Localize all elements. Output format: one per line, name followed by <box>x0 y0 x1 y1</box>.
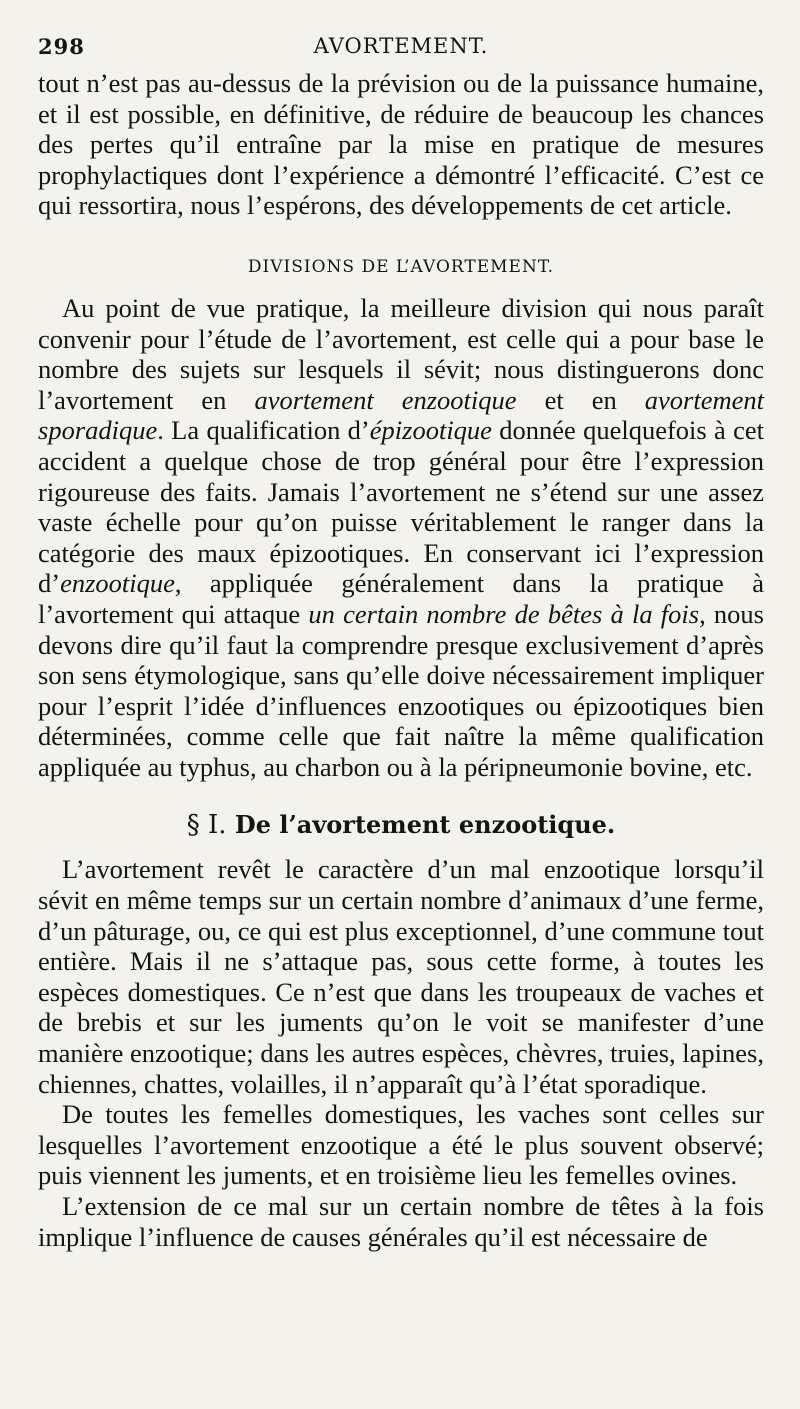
section-heading: DIVISIONS DE L’AVORTEMENT. <box>247 256 555 277</box>
text-run: . La qualification d’ <box>157 415 370 446</box>
running-head <box>38 28 764 68</box>
running-title: AVORTEMENT. <box>313 34 489 58</box>
italic-term: enzootique <box>60 568 175 599</box>
paragraph-intro: tout n’est pas au-dessus de la prévision ou de la puissance humaine, et il est possible, en définitive, de réduire de beaucoup les chances des pertes qu’il entraîne par la mise en pratique de mesures prophylactiques dont l’expérience a démontré l’efficacité. C’est ce qui ressortira, nous l’espérons, des développements de cet article. <box>38 68 764 221</box>
italic-term: avortement enzootique <box>254 384 517 415</box>
paragraph-divisions <box>38 293 764 783</box>
text-run: , appliquée généralement dans la pratique à l’avortement qui attaque <box>38 568 764 629</box>
paragraph-enzootic: L’avortement revêt le caractère d’un mal enzootique lorsqu’il sévit en même temps sur un certain nombre d’animaux d’une ferme, d’un pâturage, ou, ce qui est plus exceptionnel, d’une commune tout entière. Mais il ne s’attaque pas, sous cette forme, à toutes les espèces domestiques. Ce n’est que dans les troupeaux de vaches et de brebis et sur les juments qu’on le voit se manifester d’une manière enzootique; dans les autres espèces, chèvres, truies, lapines, chiennes, chattes, volailles, il n’apparaît qu’à l’état sporadique. <box>38 854 764 1099</box>
text-run: , nous devons dire qu’il faut la comprendre presque exclusivement d’après son sens étymologique, sans qu’elle doive nécessairement impliquer pour l’esprit l’idée d’influences enzootiques ou épizootiques bien déterminées, comme celle que fait naître la même qualification appliquée au typhus, au charbon ou à la péripneumonie bovine, etc. <box>38 598 764 782</box>
text-run: et en <box>516 384 645 415</box>
text-run: donnée quelquefois à cet accident a quelque chose de trop général pour être l’expression rigoureuse des faits. Jamais l’avortement ne s’étend sur une assez vaste échelle pour qu’on puisse véritablement le ranger dans la catégorie des maux épizootiques. En conservant ici l’expression d’ <box>38 415 765 599</box>
italic-term: épizootique <box>369 415 492 446</box>
italic-term: un certain nombre de bêtes à la fois <box>308 598 700 629</box>
subsection-heading <box>38 810 764 840</box>
section-sigil: § I. <box>186 810 227 841</box>
italic-term: avortement sporadique <box>38 384 764 446</box>
paragraph-extension: L’extension de ce mal sur un certain nombre de têtes à la fois implique l’influence de causes générales qu’il est nécessaire de <box>38 1191 764 1252</box>
subsection-title: De l’avortement enzootique. <box>234 810 616 840</box>
paragraph-females: De toutes les femelles domestiques, les vaches sont celles sur lesquelles l’avortement enzootique a été le plus souvent observé; puis viennent les juments, et en troisième lieu les femelles ovines. <box>38 1099 764 1191</box>
page-number: 298 <box>38 34 85 59</box>
text-run: Au point de vue pratique, la meilleure division qui nous paraît convenir pour l’étude de l’avortement, est celle qui a pour base le nombre des sujets sur lesquels il sévit; nous distinguerons donc l’avortement en <box>38 292 764 415</box>
